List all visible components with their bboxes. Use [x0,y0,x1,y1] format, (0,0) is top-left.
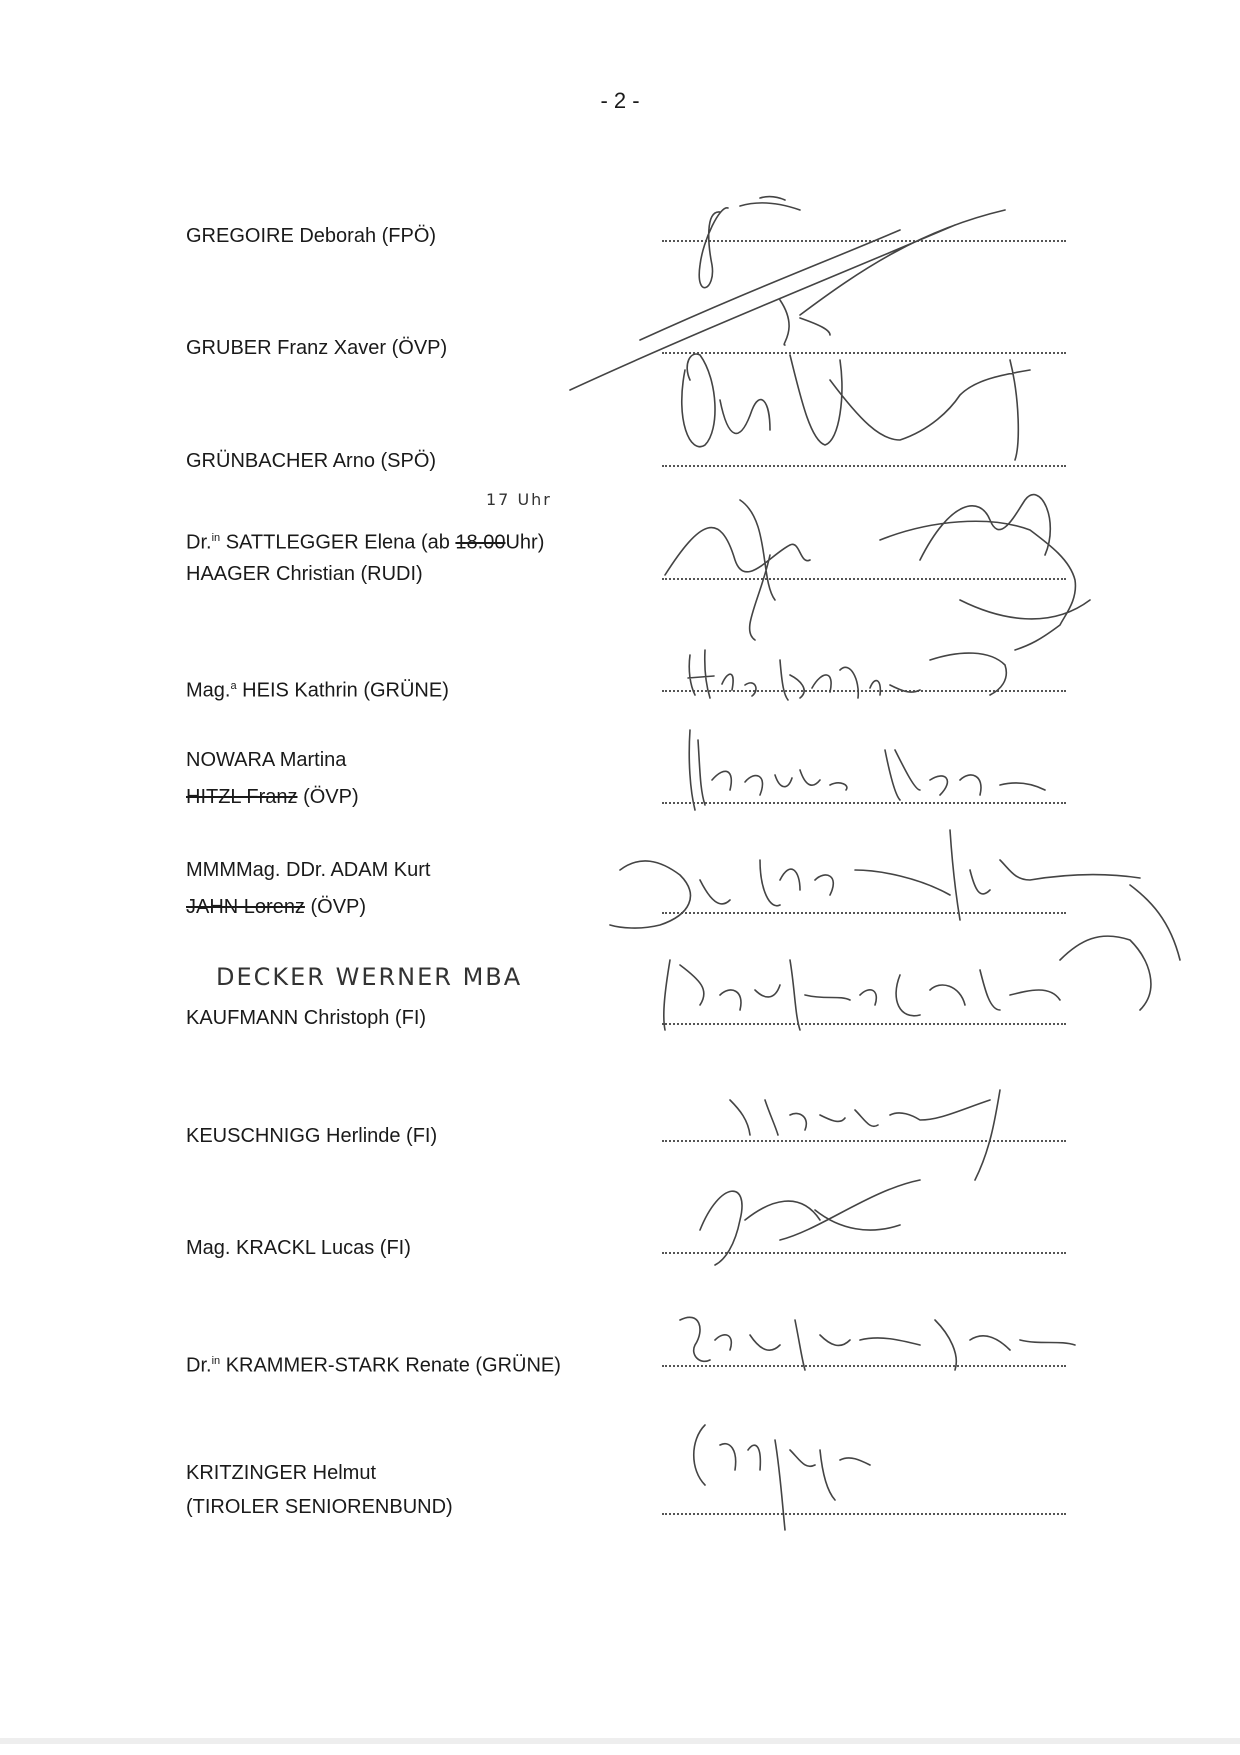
academic-title: Dr. [186,531,212,554]
signature-line [662,802,1066,804]
signatory-name [186,1343,561,1384]
title-suffix: in [211,532,221,544]
signature-heis [688,650,1006,700]
party: (ÖVP) [310,896,367,918]
signatory-name: MMMMag. DDr. ADAM Kurt [186,859,431,881]
signature-line [662,1252,1066,1254]
signature-line [662,1023,1066,1025]
title-suffix: a [230,680,237,692]
signatory-name: NOWARA Martina [186,749,347,771]
struck-time: 18.00 [455,531,506,554]
handwritten-time-correction: 17 Uhr [486,490,552,509]
signatory-name: KAUFMANN Christoph (FI) [186,1007,427,1029]
academic-title: Mag. [186,679,231,702]
signature-nowara [689,730,1045,810]
signatory-name [186,668,449,709]
name-text: HEIS Kathrin (GRÜNE) [242,679,449,702]
signatory-name-second: HAAGER Christian (RUDI) [186,563,423,585]
signature-haager [880,495,1090,650]
party: (ÖVP) [303,786,359,808]
time-suffix: Uhr) [505,531,545,554]
signature-line [662,578,1066,580]
signature-line [662,465,1066,467]
signature-line [662,1140,1066,1142]
signature-gregoire [699,197,800,288]
struck-name: JAHN Lorenz [186,896,305,918]
signature-adam [610,830,1180,960]
name-text: SATTLEGGER Elena (ab [225,531,450,554]
signature-line [662,352,1066,354]
signatory-name-second: (TIROLER SENIORENBUND) [186,1496,453,1518]
signatory-name: GRÜNBACHER Arno (SPÖ) [186,450,437,472]
signature-kaufmann [664,936,1151,1030]
page-number: - 2 - [600,88,640,113]
page-bottom-edge [0,1738,1240,1744]
signature-keuschnigg [730,1090,1000,1180]
signatory-name: GRUBER Franz Xaver (ÖVP) [186,337,448,359]
signatory-name-replaced [186,779,359,815]
signature-gruenbacher [682,354,1030,460]
academic-title: Dr. [186,1354,212,1377]
signature-line [662,1365,1066,1367]
signature-gruber [570,210,1005,390]
signature-sattlegger [665,500,810,640]
signatory-name: GREGOIRE Deborah (FPÖ) [186,225,437,247]
struck-name: HITZL Franz [186,786,298,808]
signature-line [662,1513,1066,1515]
signatory-name [186,520,544,561]
signature-line [662,690,1066,692]
title-suffix: in [211,1355,221,1367]
signature-krammer [680,1317,1075,1370]
signatory-name: Mag. KRACKL Lucas (FI) [186,1237,411,1259]
handwritten-name-addition: DECKER WERNER MBA [216,963,523,991]
signatory-name: KRITZINGER Helmut [186,1462,377,1484]
signatory-name: KEUSCHNIGG Herlinde (FI) [186,1125,438,1147]
signatory-name-replaced [186,889,366,925]
signature-line [662,912,1066,914]
signature-line [662,240,1066,242]
name-text: KRAMMER-STARK Renate (GRÜNE) [225,1354,561,1377]
